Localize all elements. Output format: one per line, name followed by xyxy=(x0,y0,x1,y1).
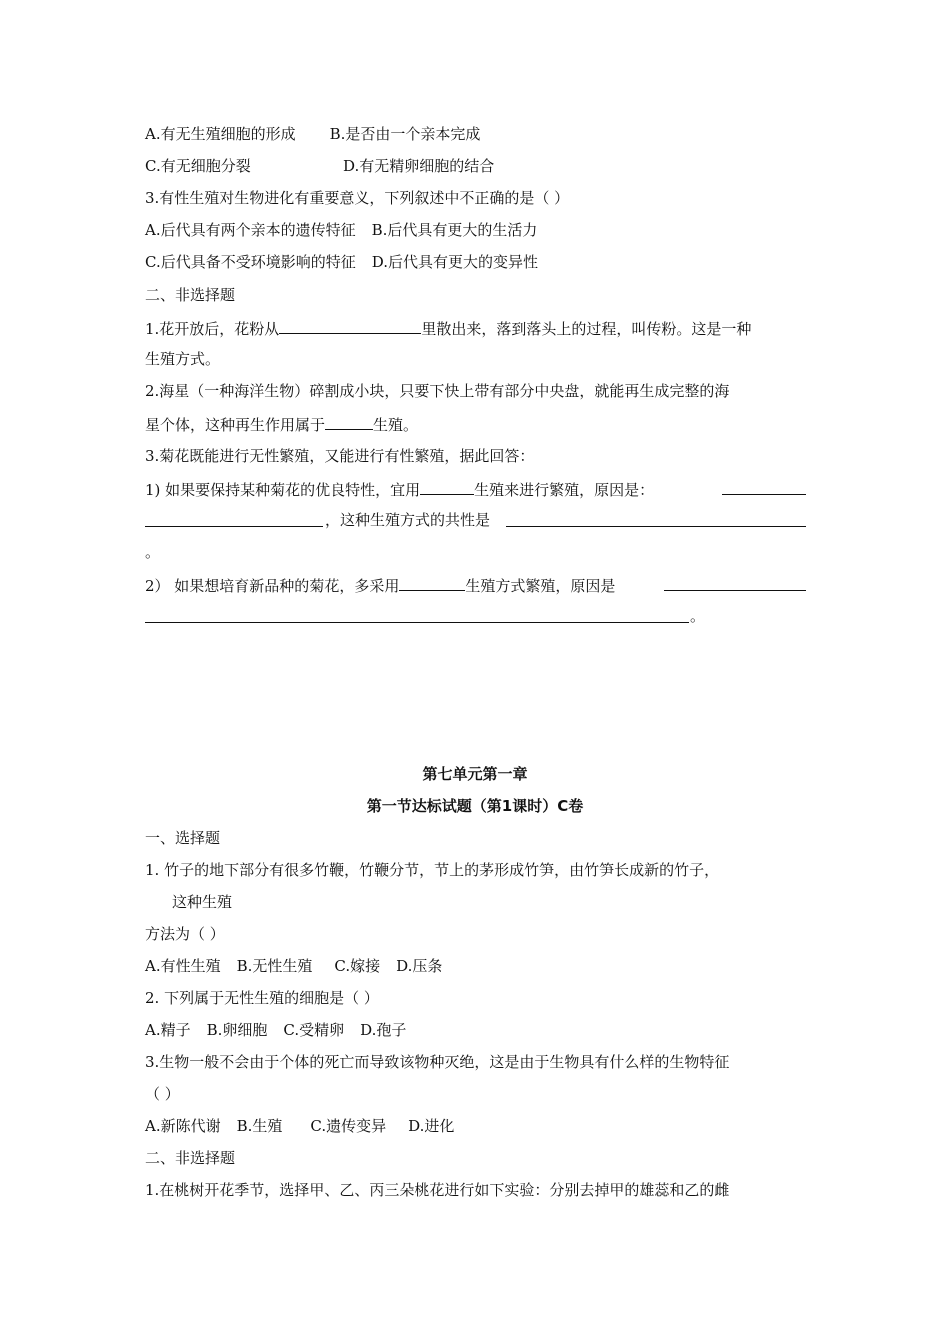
option-b: B.后代具有更大的生活力 xyxy=(371,221,538,239)
test-title: 第一节达标试题（第1课时）C卷 xyxy=(366,797,584,815)
c-question-2-stem: 2. 下列属于无性生殖的细胞是（ ） xyxy=(145,989,379,1007)
option-c: C.遗传变异 xyxy=(310,1117,387,1135)
fill-q3-2-text-b: 生殖方式繁殖，原因是 xyxy=(465,577,616,595)
fill-q3-part2-line1 xyxy=(145,574,615,596)
option-d: D.孢子 xyxy=(360,1021,407,1039)
fill-q1-text-c: 生殖方式。 xyxy=(145,350,221,368)
option-a: A.有无生殖细胞的形成 xyxy=(145,125,296,143)
question-2-options-ab xyxy=(145,124,480,144)
c-question-1-options xyxy=(145,956,442,976)
c-question-3-line2: （ ） xyxy=(145,1085,180,1103)
option-b: B.生殖 xyxy=(236,1117,283,1135)
fill-q3-2-text-a: 2） 如果想培育新品种的菊花，多采用 xyxy=(145,577,400,595)
option-d: D.有无精卵细胞的结合 xyxy=(343,157,495,175)
question-3-stem: 3.有性生殖对生物进化有重要意义，下列叙述中不正确的是（ ） xyxy=(145,189,570,207)
question-2-options-cd xyxy=(145,156,494,176)
fill-q3-2-end: 。 xyxy=(690,607,706,625)
fill-q3-1-text-c: ，这种生殖方式的共性是 xyxy=(325,511,491,529)
answer-blank[interactable] xyxy=(506,526,806,527)
option-a: A.精子 xyxy=(145,1021,191,1039)
answer-blank[interactable] xyxy=(145,622,689,623)
answer-blank[interactable] xyxy=(722,494,806,495)
fill-q3-part1-line1 xyxy=(145,478,654,500)
option-b: B.无性生殖 xyxy=(236,957,313,975)
option-b: B.卵细胞 xyxy=(206,1021,268,1039)
option-c: C.后代具备不受环境影响的特征 xyxy=(145,253,356,271)
option-a: A.新陈代谢 xyxy=(145,1117,221,1135)
option-c: C.嫁接 xyxy=(334,957,381,975)
option-d: D.后代具有更大的变异性 xyxy=(371,253,538,271)
c-question-3-line1: 3.生物一般不会由于个体的死亡而导致该物种灭绝，这是由于生物具有什么样的生物特征 xyxy=(145,1053,730,1071)
fill-question-2 xyxy=(145,413,418,435)
fill-q2-text-c: 生殖。 xyxy=(373,416,419,434)
answer-blank[interactable] xyxy=(664,590,806,591)
fill-q1-text-a: 1.花开放后，花粉从 xyxy=(145,320,280,338)
question-3-options-cd xyxy=(145,252,538,272)
option-a: A.有性生殖 xyxy=(145,957,221,975)
c-question-2-options xyxy=(145,1020,406,1040)
fill-q2-text-a: 2.海星（一种海洋生物）碎割成小块，只要下快上带有部分中央盘，就能再生成完整的海 xyxy=(145,382,730,400)
c-question-1-line3: 方法为（ ） xyxy=(145,925,225,943)
answer-blank[interactable] xyxy=(325,413,373,430)
option-d: D.压条 xyxy=(396,957,443,975)
option-b: B.是否由一个亲本完成 xyxy=(329,125,481,143)
option-d: D.进化 xyxy=(408,1117,455,1135)
fill-question-1 xyxy=(145,317,751,339)
fill-q2-text-b: 星个体，这种再生作用属于 xyxy=(145,416,326,434)
option-a: A.后代具有两个亲本的遗传特征 xyxy=(145,221,356,239)
section-heading-non-choice-c: 二、非选择题 xyxy=(145,1149,236,1167)
fill-q3-stem: 3.菊花既能进行无性繁殖，又能进行有性繁殖，据此回答： xyxy=(145,447,535,465)
option-c: C.有无细胞分裂 xyxy=(145,157,251,175)
fill-q1-text-b: 里散出来，落到落头上的过程，叫传粉。这是一种 xyxy=(421,320,752,338)
answer-blank[interactable] xyxy=(420,478,474,495)
answer-blank[interactable] xyxy=(145,526,323,527)
answer-blank[interactable] xyxy=(399,574,465,591)
answer-blank[interactable] xyxy=(279,317,421,334)
section-heading-non-choice: 二、非选择题 xyxy=(145,286,236,304)
c-fill-question-1: 1.在桃树开花季节，选择甲、乙、丙三朵桃花进行如下实验：分别去掉甲的雄蕊和乙的雌 xyxy=(145,1181,730,1199)
fill-q3-1-text-a: 1) 如果要保持某种菊花的优良特性，宜用 xyxy=(145,481,421,499)
unit-title: 第七单元第一章 xyxy=(422,765,528,783)
c-question-3-options xyxy=(145,1116,454,1136)
c-question-1-line2: 这种生殖 xyxy=(172,893,233,911)
c-question-1-line1: 1. 竹子的地下部分有很多竹鞭，竹鞭分节，节上的茅形成竹笋，由竹笋长成新的竹子， xyxy=(145,861,720,879)
section-heading-choice: 一、选择题 xyxy=(145,829,221,847)
fill-q3-1-text-b: 生殖来进行繁殖，原因是： xyxy=(474,481,655,499)
option-c: C.受精卵 xyxy=(283,1021,345,1039)
question-3-options-ab xyxy=(145,220,537,240)
fill-q3-1-end: 。 xyxy=(145,543,161,561)
